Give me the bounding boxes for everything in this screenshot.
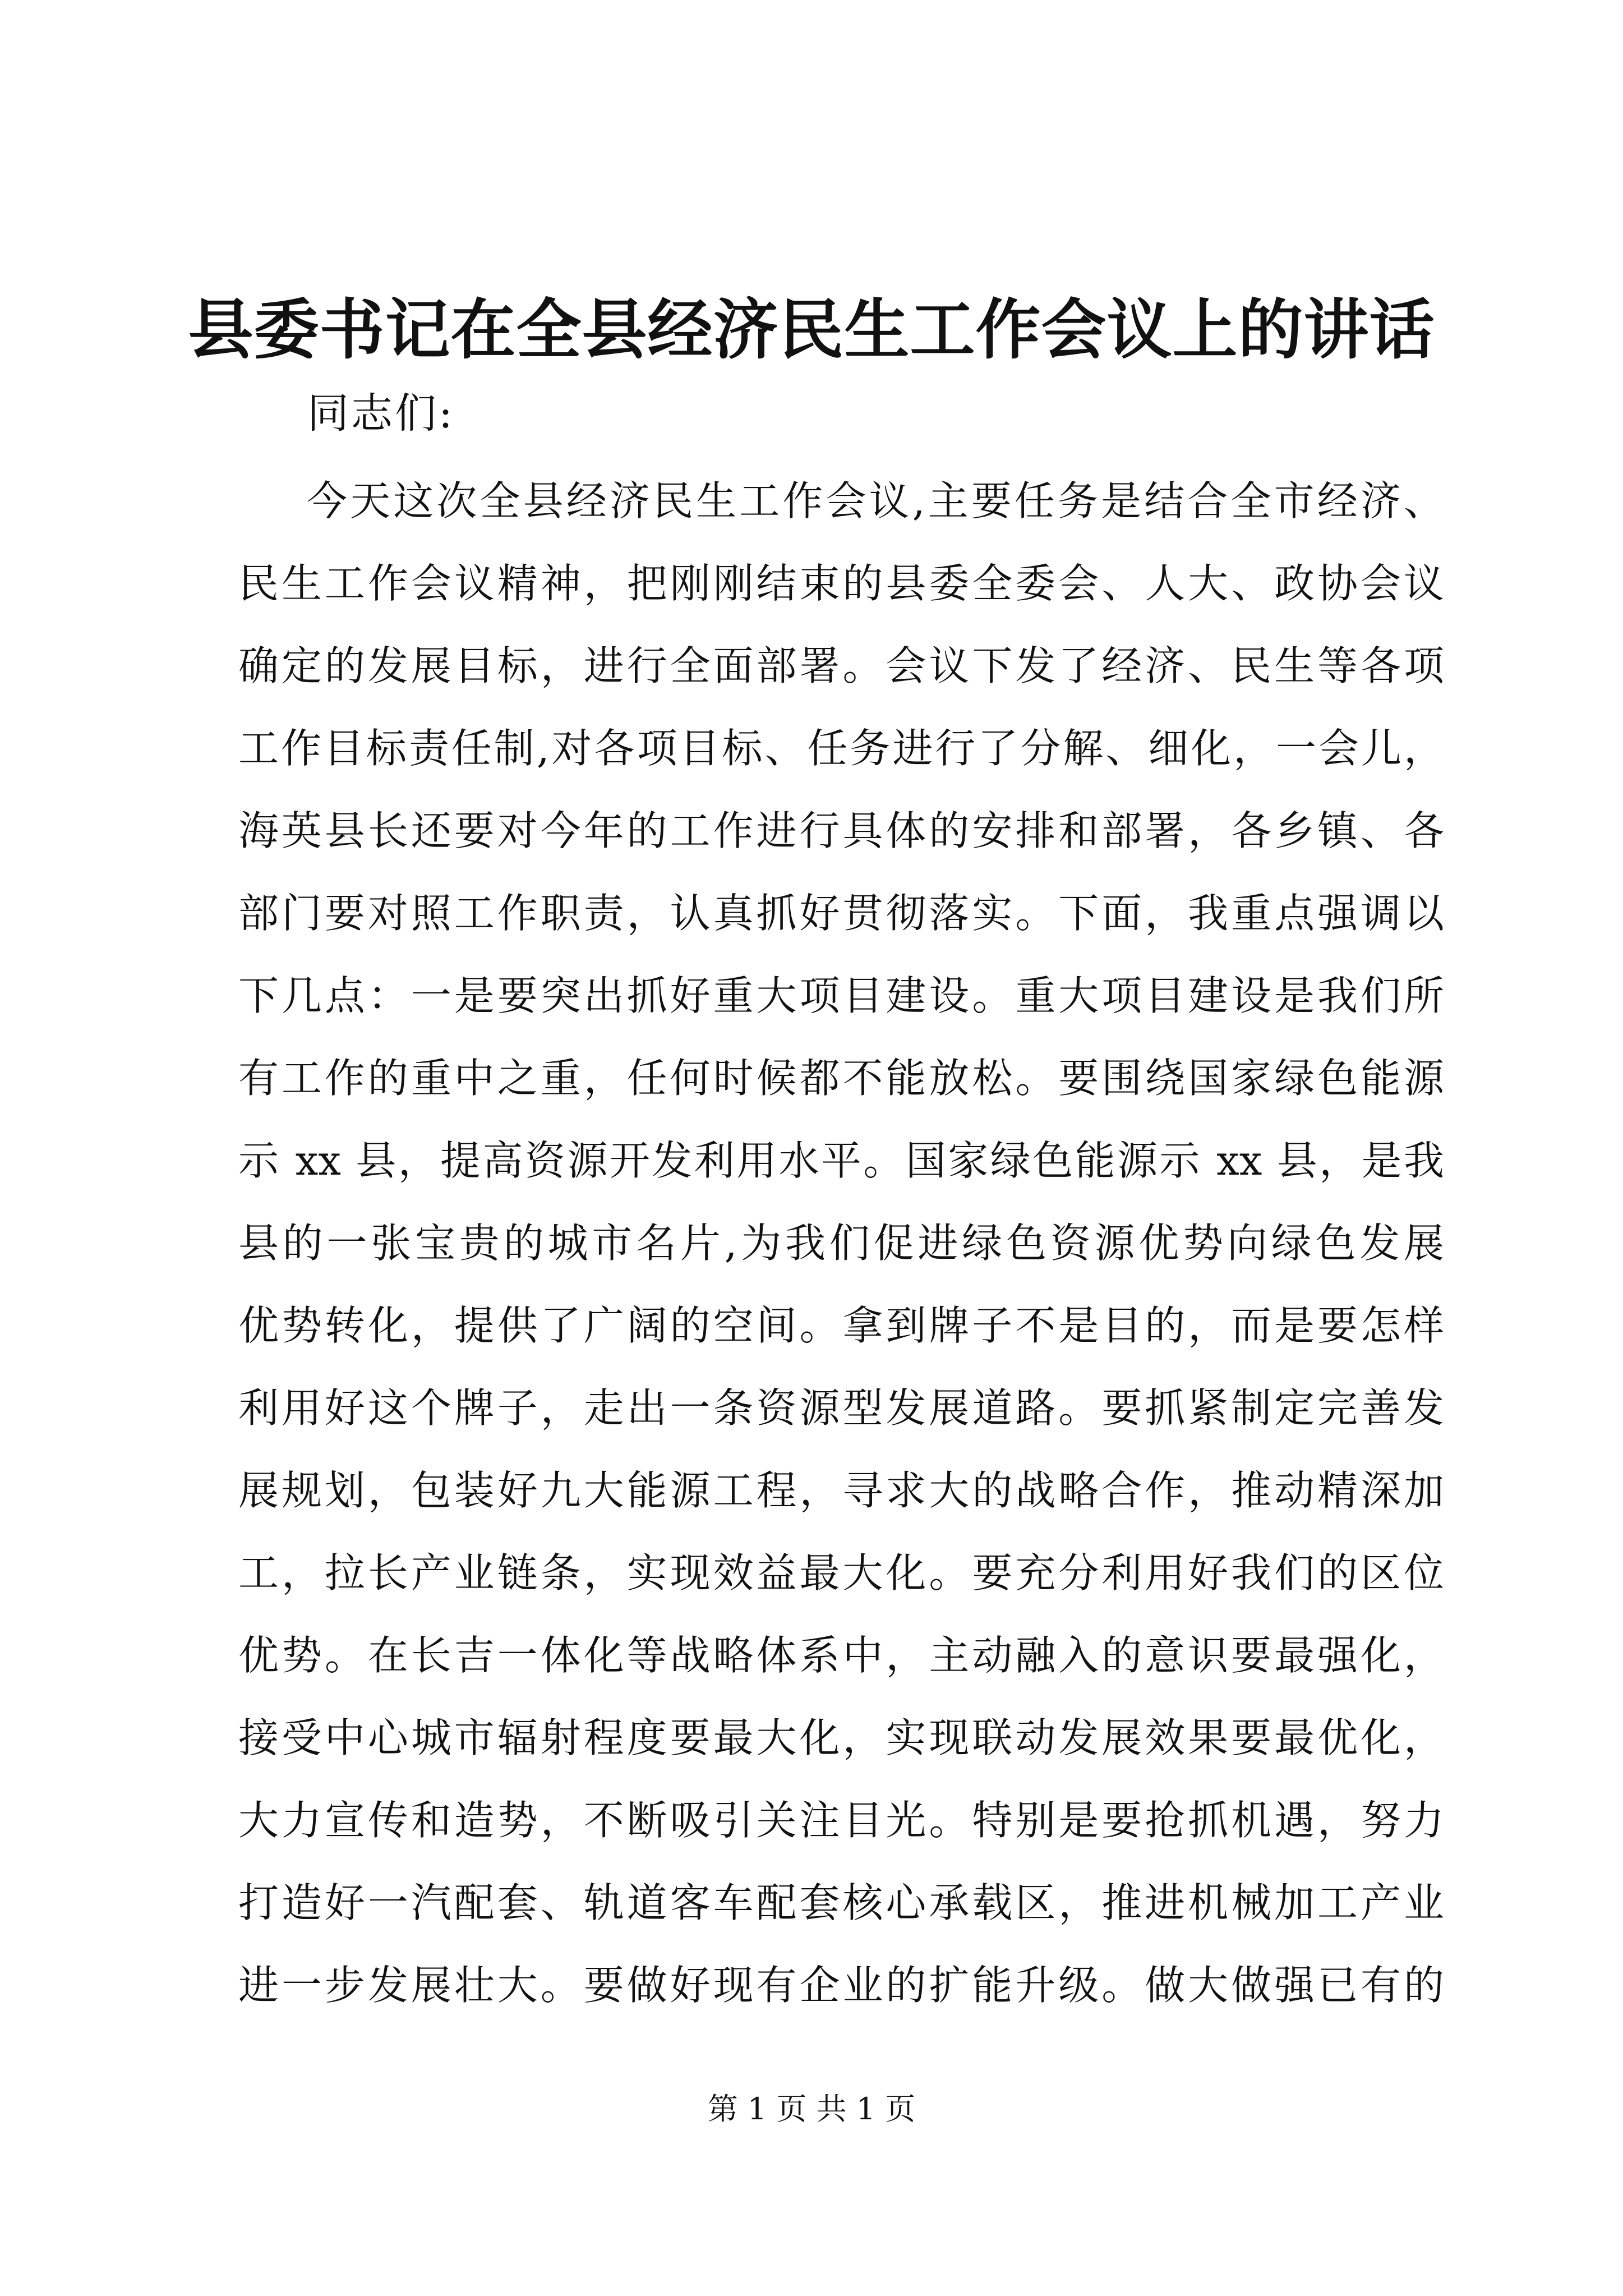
body-line: 大力宣传和造势，不断吸引关注目光。特别是要抢抓机遇，努力 xyxy=(238,1797,1444,1844)
page-footer: 第 1 页 共 1 页 xyxy=(707,2091,916,2127)
body-line: 优势。在长吉一体化等战略体系中，主动融入的意识要最强化， xyxy=(238,1632,1444,1679)
body-text xyxy=(238,470,1444,2037)
body-line: 下几点：一是要突出抓好重大项目建设。重大项目建设是我们所 xyxy=(238,972,1444,1019)
body-line: 进一步发展壮大。要做好现有企业的扩能升级。做大做强已有的 xyxy=(238,1962,1444,2009)
body-line: 确定的发展目标，进行全面部署。会议下发了经济、民生等各项 xyxy=(238,642,1444,689)
body-line: 有工作的重中之重，任何时候都不能放松。要围绕国家绿色能源 xyxy=(238,1055,1444,1102)
body-line: 县的一张宝贵的城市名片,为我们促进绿色资源优势向绿色发展 xyxy=(238,1220,1444,1267)
body-line: 利用好这个牌子，走出一条资源型发展道路。要抓紧制定完善发 xyxy=(238,1384,1444,1432)
body-line: 优势转化，提供了广阔的空间。拿到牌子不是目的，而是要怎样 xyxy=(238,1302,1444,1349)
body-line: 民生工作会议精神，把刚刚结束的县委全委会、人大、政协会议 xyxy=(238,560,1444,607)
body-line: 打造好一汽配套、轨道客车配套核心承载区，推进机械加工产业 xyxy=(238,1879,1444,1926)
body-line: 展规划，包装好九大能源工程，寻求大的战略合作，推动精深加 xyxy=(238,1467,1444,1514)
body-line: 部门要对照工作职责，认真抓好贯彻落实。下面，我重点强调以 xyxy=(238,890,1444,937)
salutation: 同志们: xyxy=(307,389,455,438)
body-line: 工作目标责任制,对各项目标、任务进行了分解、细化，一会儿， xyxy=(238,725,1444,772)
body-line: 今天这次全县经济民生工作会议,主要任务是结合全市经济、 xyxy=(307,477,1444,524)
body-line: 工，拉长产业链条，实现效益最大化。要充分利用好我们的区位 xyxy=(238,1549,1444,1596)
document-title: 县委书记在全县经济民生工作会议上的讲话 xyxy=(188,292,1435,368)
body-line: 海英县长还要对今年的工作进行具体的安排和部署，各乡镇、各 xyxy=(238,807,1444,854)
body-line: 接受中心城市辐射程度要最大化，实现联动发展效果要最优化， xyxy=(238,1714,1444,1761)
body-line: 示 xx 县，提高资源开发利用水平。国家绿色能源示 xx 县，是我 xyxy=(238,1137,1444,1184)
